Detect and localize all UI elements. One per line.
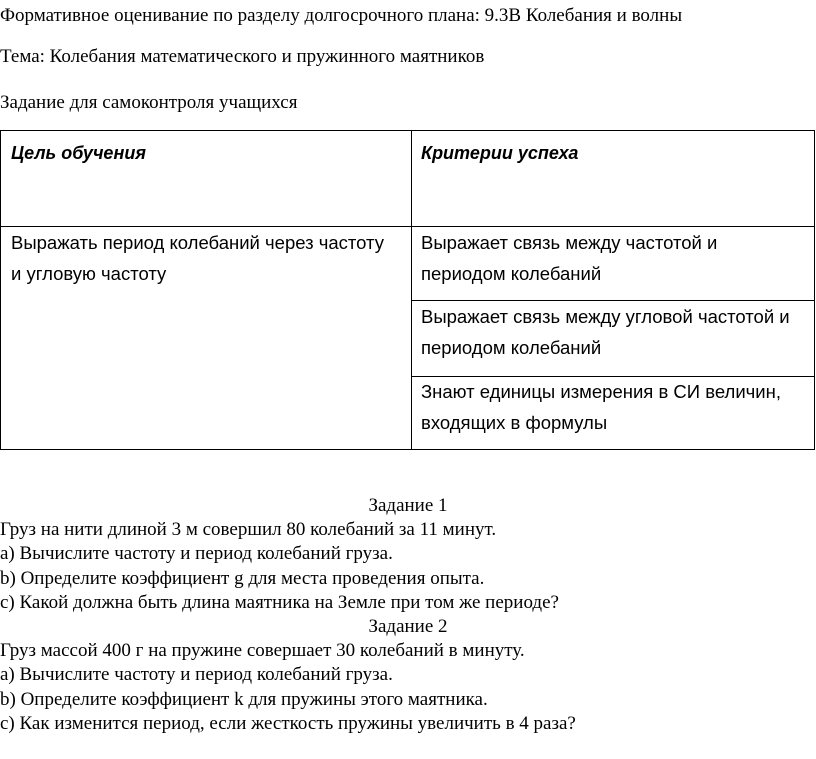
tasks-section	[0, 494, 816, 736]
criteria-table	[0, 130, 815, 450]
topic-line: Тема: Колебания математического и пружинного маятников	[0, 46, 485, 67]
task-1-text: Груз на нити длиной 3 м совершил 80 колебаний за 11 минут.	[0, 519, 497, 541]
task-2-question-b: b) Определите коэффициент k для пружины этого маятника.	[0, 688, 488, 710]
criterion-3-line-2: входящих в формулы	[421, 412, 608, 433]
criterion-2	[411, 301, 815, 363]
criterion-2-line-2: периодом колебаний	[421, 337, 602, 358]
criterion-3-line-1: Знают единицы измерения в СИ величин,	[421, 381, 781, 402]
criterion-3	[411, 376, 815, 438]
criterion-1-line-2: периодом колебаний	[421, 263, 602, 284]
task-1-question-a: a) Вычислите частоту и период колебаний груза.	[0, 543, 393, 565]
criterion-2-line-1: Выражает связь между угловой частотой и	[421, 306, 790, 327]
learning-goal-line-2: и угловую частоту	[11, 263, 167, 284]
column-header-criteria: Критерии успеха	[421, 143, 579, 163]
assessment-title: Формативное оценивание по разделу долгосрочного плана: 9.3В Колебания и волны	[0, 5, 683, 26]
task-2-text: Груз массой 400 г на пружине совершает 30 колебаний в минуту.	[0, 640, 525, 662]
criterion-1	[411, 227, 815, 289]
task-1-title: Задание 1	[368, 495, 448, 516]
task-2-title: Задание 2	[368, 616, 448, 638]
task-1-question-c: c) Какой должна быть длина маятника на Земле при том же периоде?	[0, 591, 559, 613]
learning-goal-line-1: Выражать период колебаний через частоту	[11, 232, 384, 253]
criterion-1-line-1: Выражает связь между частотой и	[421, 232, 718, 253]
task-1-question-b: b) Определите коэффициент g для места проведения опыта.	[0, 567, 485, 589]
column-header-goal: Цель обучения	[11, 143, 146, 163]
task-2-question-c: c) Как изменится период, если жесткость пружины увеличить в 4 раза?	[0, 712, 576, 734]
self-check-line: Задание для самоконтроля учащихся	[0, 92, 298, 113]
task-2-question-a: a) Вычислите частоту и период колебаний груза.	[0, 664, 393, 686]
learning-goal	[1, 227, 411, 289]
